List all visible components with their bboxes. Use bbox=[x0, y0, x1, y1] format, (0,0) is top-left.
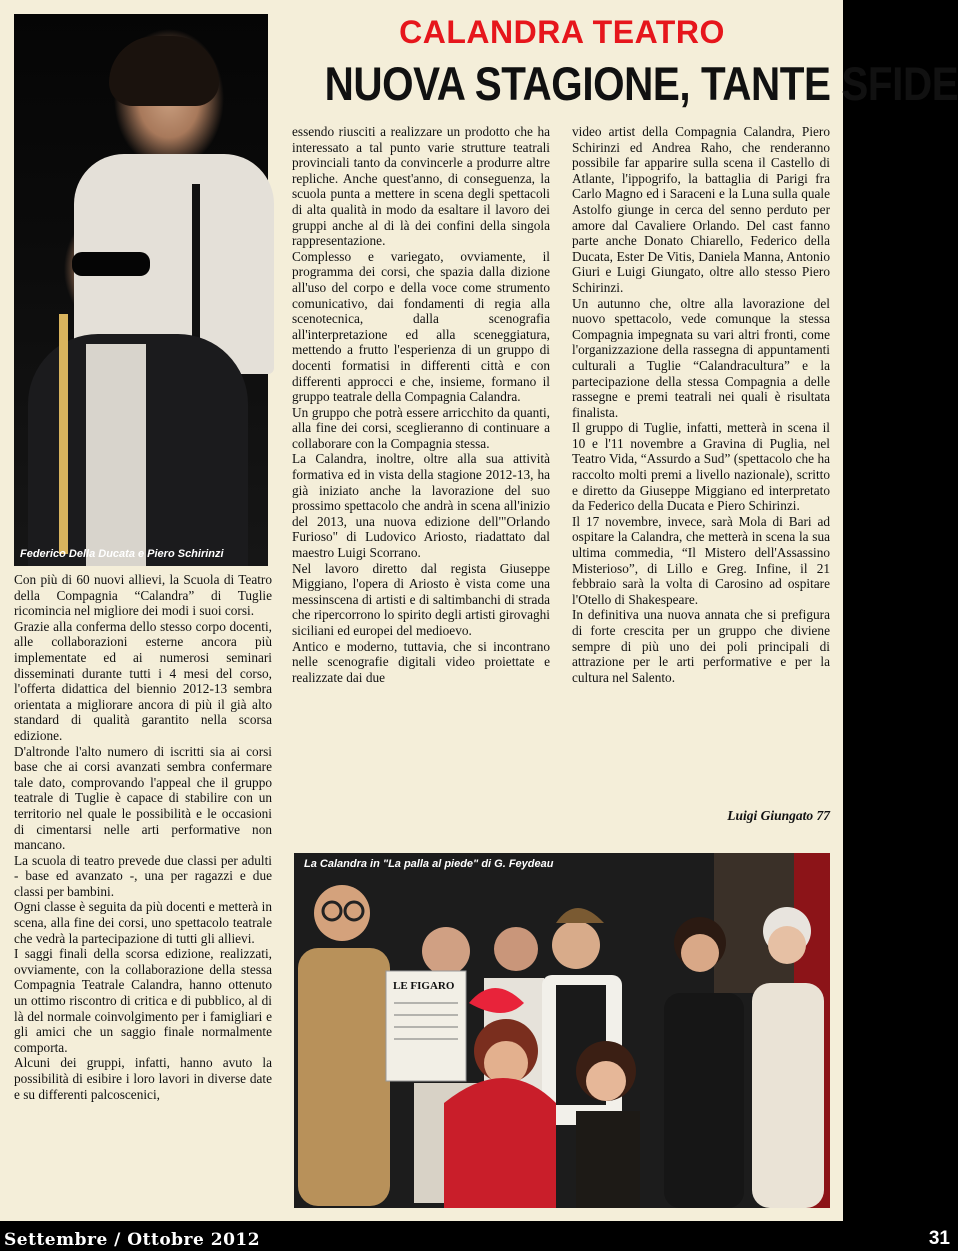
actors-photo bbox=[14, 14, 268, 566]
text-column-3 bbox=[572, 124, 830, 685]
cane-stick bbox=[59, 314, 68, 554]
cast-photo-illustration bbox=[294, 853, 830, 1208]
paragraph: Il gruppo di Tuglie, infatti, metterà in scena il 10 e l'11 novembre a Gravina di Puglia, nel Teatro Vida, “Assurdo a Sud” (spettacolo che ha raccolto molti premi a livello nazionale), scritto e diretto da Giuseppe Miggiano ed interpretato da Federico della Ducata e Piero Schirinzi. bbox=[572, 420, 830, 514]
paragraph: La scuola di teatro prevede due classi per adulti - base ed avanzato -, una per ragazzi e due classi per bambini. bbox=[14, 852, 272, 899]
paragraph: Un gruppo che potrà essere arricchito da quanti, alla fine dei corsi, sceglieranno di continuare a collaborare con la Compagnia stessa. bbox=[292, 404, 550, 451]
issue-date: Settembre / Ottobre 2012 bbox=[4, 1230, 261, 1250]
text-column-2 bbox=[292, 124, 550, 685]
cast-photo bbox=[294, 853, 830, 1208]
article-headline: NUOVA STAGIONE, TANTE SFIDE bbox=[324, 57, 958, 110]
section-kicker: CALANDRA TEATRO bbox=[399, 14, 725, 50]
newspaper-sign: LE FIGARO bbox=[393, 980, 455, 992]
author-byline: Luigi Giungato 77 bbox=[727, 808, 830, 823]
paragraph: essendo riusciti a realizzare un prodotto che ha interessato a tal punto varie strutture teatrali provinciali tanto da convincerle a produrre altre repliche. Anche quest'anno, di conseguenza, la scuola punta a mettere in scena degli spettacoli di alta qualità in modo da esaltare il lavoro dei gruppi anche al di là dei confini della singola rappresentazione. bbox=[292, 124, 550, 249]
paragraph: Grazie alla conferma dello stesso corpo docenti, alle collaborazioni esterne ancora più implementate ed ai numerosi seminari disseminati durante tutti i 4 mesi del corso, l'offerta didattica del biennio 2012-13 sembra orientata a migliorare ancora di più il già alto standard di qualità garantito nella scorsa edizione. bbox=[14, 618, 272, 743]
actors-photo-caption: Federico Della Ducata e Piero Schirinzi bbox=[20, 548, 224, 560]
actor-standing-hair bbox=[109, 36, 219, 106]
paragraph: Alcuni dei gruppi, infatti, hanno avuto la possibilità di esibire i loro lavori in diverse date e su differenti palcoscenici, bbox=[14, 1055, 272, 1102]
paragraph: Complesso e variegato, ovviamente, il programma dei corsi, che spazia dalla dizione all'uso del corpo e della voce come strumento comunicativo, dai fondamenti di regia alla scenotecnica, dalla scenografia all'interpretazione ed alla sceneggiatura, mettendo a frutto l'esperienza di un gruppo di docenti formatisi in differenti città e con differenti approcci e che, insieme, formano il gruppo teatrale della Compagnia Calandra. bbox=[292, 248, 550, 405]
paragraph: Nel lavoro diretto dal regista Giuseppe Miggiano, l'opera di Ariosto è vista come una messinscena di artisti e di saltimbanchi di strada che ripercorrono lo spirito degli artisti girovaghi siciliani ed europei del medioevo. bbox=[292, 560, 550, 638]
actor-seated-shirt bbox=[86, 344, 146, 566]
paragraph: Con più di 60 nuovi allievi, la Scuola di Teatro della Compagnia “Calandra” di Tuglie ricomincia nel migliore dei modi i suoi corsi. bbox=[14, 572, 272, 619]
sunglasses bbox=[72, 252, 150, 276]
paragraph: I saggi finali della scorsa edizione, realizzati, ovviamente, con la collaborazione della stessa Compagnia Teatrale Calandra, hanno ottenuto un ottimo riscontro di critica e di pubblico, al di là del normale coinvolgimento per i famigliari e gli amici che un saggio finale normalmente comporta. bbox=[14, 946, 272, 1055]
paragraph: La Calandra, inoltre, oltre alla sua attività formativa ed in vista della stagione 2012-13, ha già iniziato anche la lavorazione del suo prossimo spettacolo che andrà in scena all'inizio del 2013, una nuova edizione dell'"Orlando Furioso" di Ludovico Ariosto, riadattato dal maestro Luigi Scorrano. bbox=[292, 451, 550, 561]
page-number: 31 bbox=[928, 1228, 950, 1249]
paragraph: D'altronde l'alto numero di iscritti sia ai corsi base che ai corsi avanzati sembra confermare tale dato, comprovando l'appeal che il gruppo teatrale di Tuglie è capace di stabilire con un territorio nel quale le possibilità e le occasioni di cimentarsi nelle arti performative non mancano. bbox=[14, 743, 272, 853]
paragraph: Antico e moderno, tuttavia, che si incontrano nelle scenografie digitali video proiettate e realizzate dai due bbox=[292, 638, 550, 685]
paragraph: Il 17 novembre, invece, sarà Mola di Bari ad ospitare la Calandra, che metterà in scena la sua ultima commedia, “Il Mistero dell'Assassino Misterioso”, di Lillo e Greg. Infine, il 21 febbraio sarà la volta di Carosino ad ospitare l'Otello di Shakespeare. bbox=[572, 513, 830, 607]
paragraph: Un autunno che, oltre alla lavorazione del nuovo spettacolo, vede comunque la stessa Compagnia impegnata su vari altri fronti, come l'organizzazione della rassegna di appuntamenti culturali a Tuglie “Calandracultura” e la partecipazione della stessa Compagnia a delle rassegne e premi teatrali nei quali è risultata finalista. bbox=[572, 295, 830, 420]
paragraph: video artist della Compagnia Calandra, Piero Schirinzi ed Andrea Raho, che renderanno possibile far apparire sulla scena il Castello di Atlante, l'ippogrifo, la battaglia di Parigi fra Carlo Magno ed i Saraceni e la Luna sulla quale Astolfo giunge in cerca del senno perduto per amore dal Cavaliere Orlando. Del cast fanno parte anche Donato Chiarello, Federico della Ducata, Ester De Vitis, Daniela Manna, Antonio Giuri e Luigi Giungato, oltre allo stesso Piero Schirinzi. bbox=[572, 124, 830, 295]
text-column-1 bbox=[14, 572, 272, 1102]
paragraph: In definitiva una nuova annata che si prefigura di forte crescita per un gruppo che diviene sempre di più uno dei poli principali di attrazione per le arti performative e per la cultura nel Salento. bbox=[572, 607, 830, 685]
paragraph: Ogni classe è seguita da più docenti e metterà in scena, alla fine dei corsi, uno spettacolo teatrale che vedrà la partecipazione di tutti gli allievi. bbox=[14, 899, 272, 946]
cast-photo-caption: La Calandra in "La palla al piede" di G. Feydeau bbox=[304, 858, 554, 870]
